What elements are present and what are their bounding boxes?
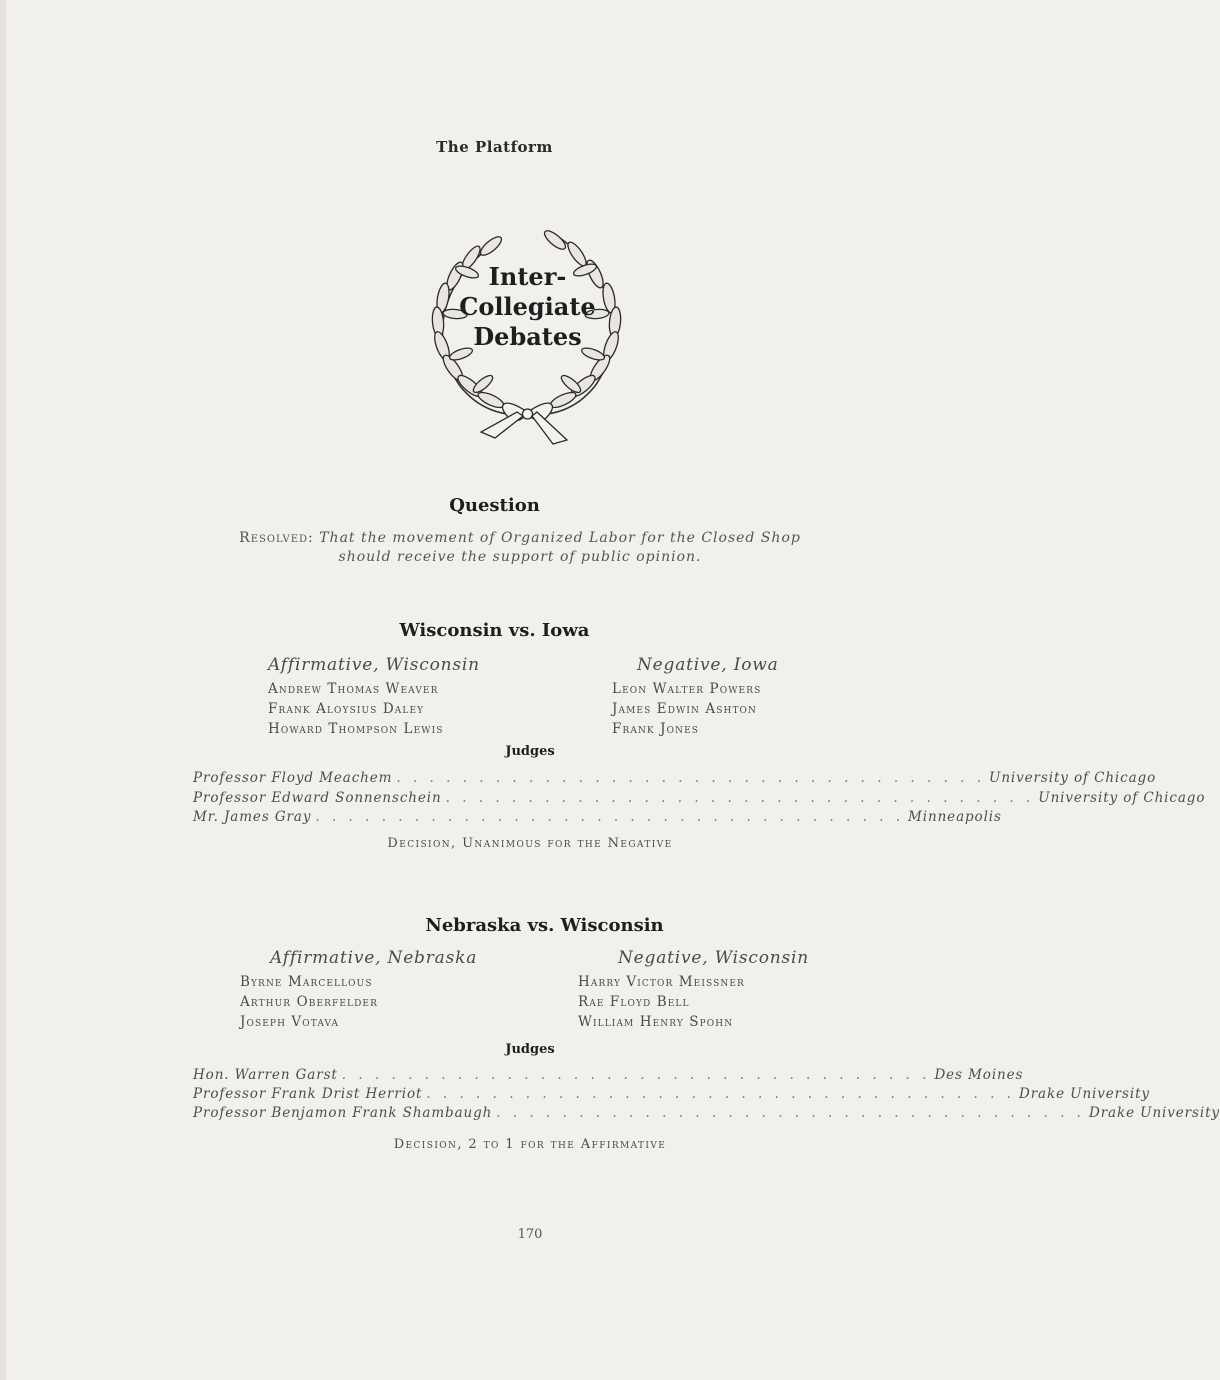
debate1-affirmative	[268, 655, 480, 739]
resolved-label: Resolved:	[239, 530, 314, 546]
debate1-judges-heading: Judges	[505, 744, 555, 759]
judge-row	[193, 1085, 1150, 1104]
team-member: James Edwin Ashton	[612, 701, 758, 717]
debate2-heading: Nebraska vs. Wisconsin	[425, 915, 664, 936]
team-member: Frank Aloysius Daley	[268, 701, 425, 717]
question-line-2: should receive the support of public opinion.	[338, 549, 702, 565]
emblem-line-2: Collegiate	[459, 292, 596, 321]
team-member: William Henry Spohn	[578, 1014, 734, 1030]
team-member: Leon Walter Powers	[612, 681, 762, 697]
team-member: Frank Jones	[612, 721, 700, 737]
debate1-negative-title: Negative, Iowa	[637, 655, 779, 675]
judge-row	[193, 1066, 1024, 1085]
emblem-title	[425, 262, 630, 352]
debate2-negative	[578, 948, 809, 1032]
judge-name: Mr. James Gray	[193, 809, 312, 825]
judge-name: Professor Edward Sonnenschein	[193, 790, 442, 806]
judge-row	[193, 789, 1206, 808]
debate1-decision: Decision, Unanimous for the Negative	[387, 836, 673, 851]
emblem-line-3: Debates	[473, 322, 582, 351]
leader-dots: . . . . . . . . . . . . . . . . . . . . . . . . . . . . . . . . . . . .	[315, 809, 905, 825]
team-member: Arthur Oberfelder	[240, 994, 378, 1010]
leader-dots: . . . . . . . . . . . . . . . . . . . . . . . . . . . . . . . . . . . .	[426, 1086, 1015, 1102]
judge-place: University of Chicago	[989, 770, 1157, 786]
judge-name: Professor Benjamon Frank Shambaugh	[193, 1105, 493, 1121]
team-member: Byrne Marcellous	[240, 974, 373, 990]
debate2-negative-title: Negative, Wisconsin	[618, 948, 810, 968]
team-member: Joseph Votava	[240, 1014, 340, 1030]
leader-dots: . . . . . . . . . . . . . . . . . . . . . . . . . . . . . . . . . . . .	[396, 770, 986, 786]
question-line-1: That the movement of Organized Labor for the Closed Shop	[319, 530, 801, 546]
judge-row	[193, 1104, 1220, 1123]
debate2-decision: Decision, 2 to 1 for the Affirmative	[393, 1137, 667, 1152]
page-number: 170	[517, 1227, 543, 1242]
leader-dots: . . . . . . . . . . . . . . . . . . . . . . . . . . . . . . . . . . . .	[341, 1067, 931, 1083]
team-member: Rae Floyd Bell	[578, 994, 690, 1010]
leader-dots: . . . . . . . . . . . . . . . . . . . . . . . . . . . . . . . . . . . .	[496, 1105, 1085, 1121]
page-edge	[0, 0, 6, 1380]
team-member: Harry Victor Meissner	[578, 974, 745, 990]
debate2-affirmative-title: Affirmative, Nebraska	[270, 948, 478, 968]
debate1-negative	[612, 655, 779, 739]
judge-place: Minneapolis	[908, 809, 1002, 825]
judge-name: Hon. Warren Garst	[193, 1067, 338, 1083]
judge-place: Drake University	[1018, 1086, 1150, 1102]
debate1-affirmative-title: Affirmative, Wisconsin	[268, 655, 480, 675]
judge-place: Des Moines	[934, 1067, 1024, 1083]
debate2-affirmative	[240, 948, 477, 1032]
leader-dots: . . . . . . . . . . . . . . . . . . . . . . . . . . . . . . . . . . . .	[445, 790, 1035, 806]
emblem-line-1: Inter-	[488, 262, 567, 291]
question-resolution	[200, 529, 840, 567]
laurel-wreath-emblem	[425, 226, 630, 448]
judge-row	[193, 769, 1157, 788]
debate2-judges-heading: Judges	[505, 1042, 555, 1057]
running-head: The Platform	[436, 138, 553, 156]
team-member: Andrew Thomas Weaver	[268, 681, 439, 697]
judge-place: University of Chicago	[1038, 790, 1206, 806]
judge-row	[193, 808, 1002, 827]
question-heading: Question	[449, 495, 540, 516]
team-member: Howard Thompson Lewis	[268, 721, 444, 737]
judge-name: Professor Floyd Meachem	[193, 770, 393, 786]
judge-name: Professor Frank Drist Herriot	[193, 1086, 423, 1102]
debate1-heading: Wisconsin vs. Iowa	[399, 620, 590, 641]
judge-place: Drake University	[1088, 1105, 1220, 1121]
